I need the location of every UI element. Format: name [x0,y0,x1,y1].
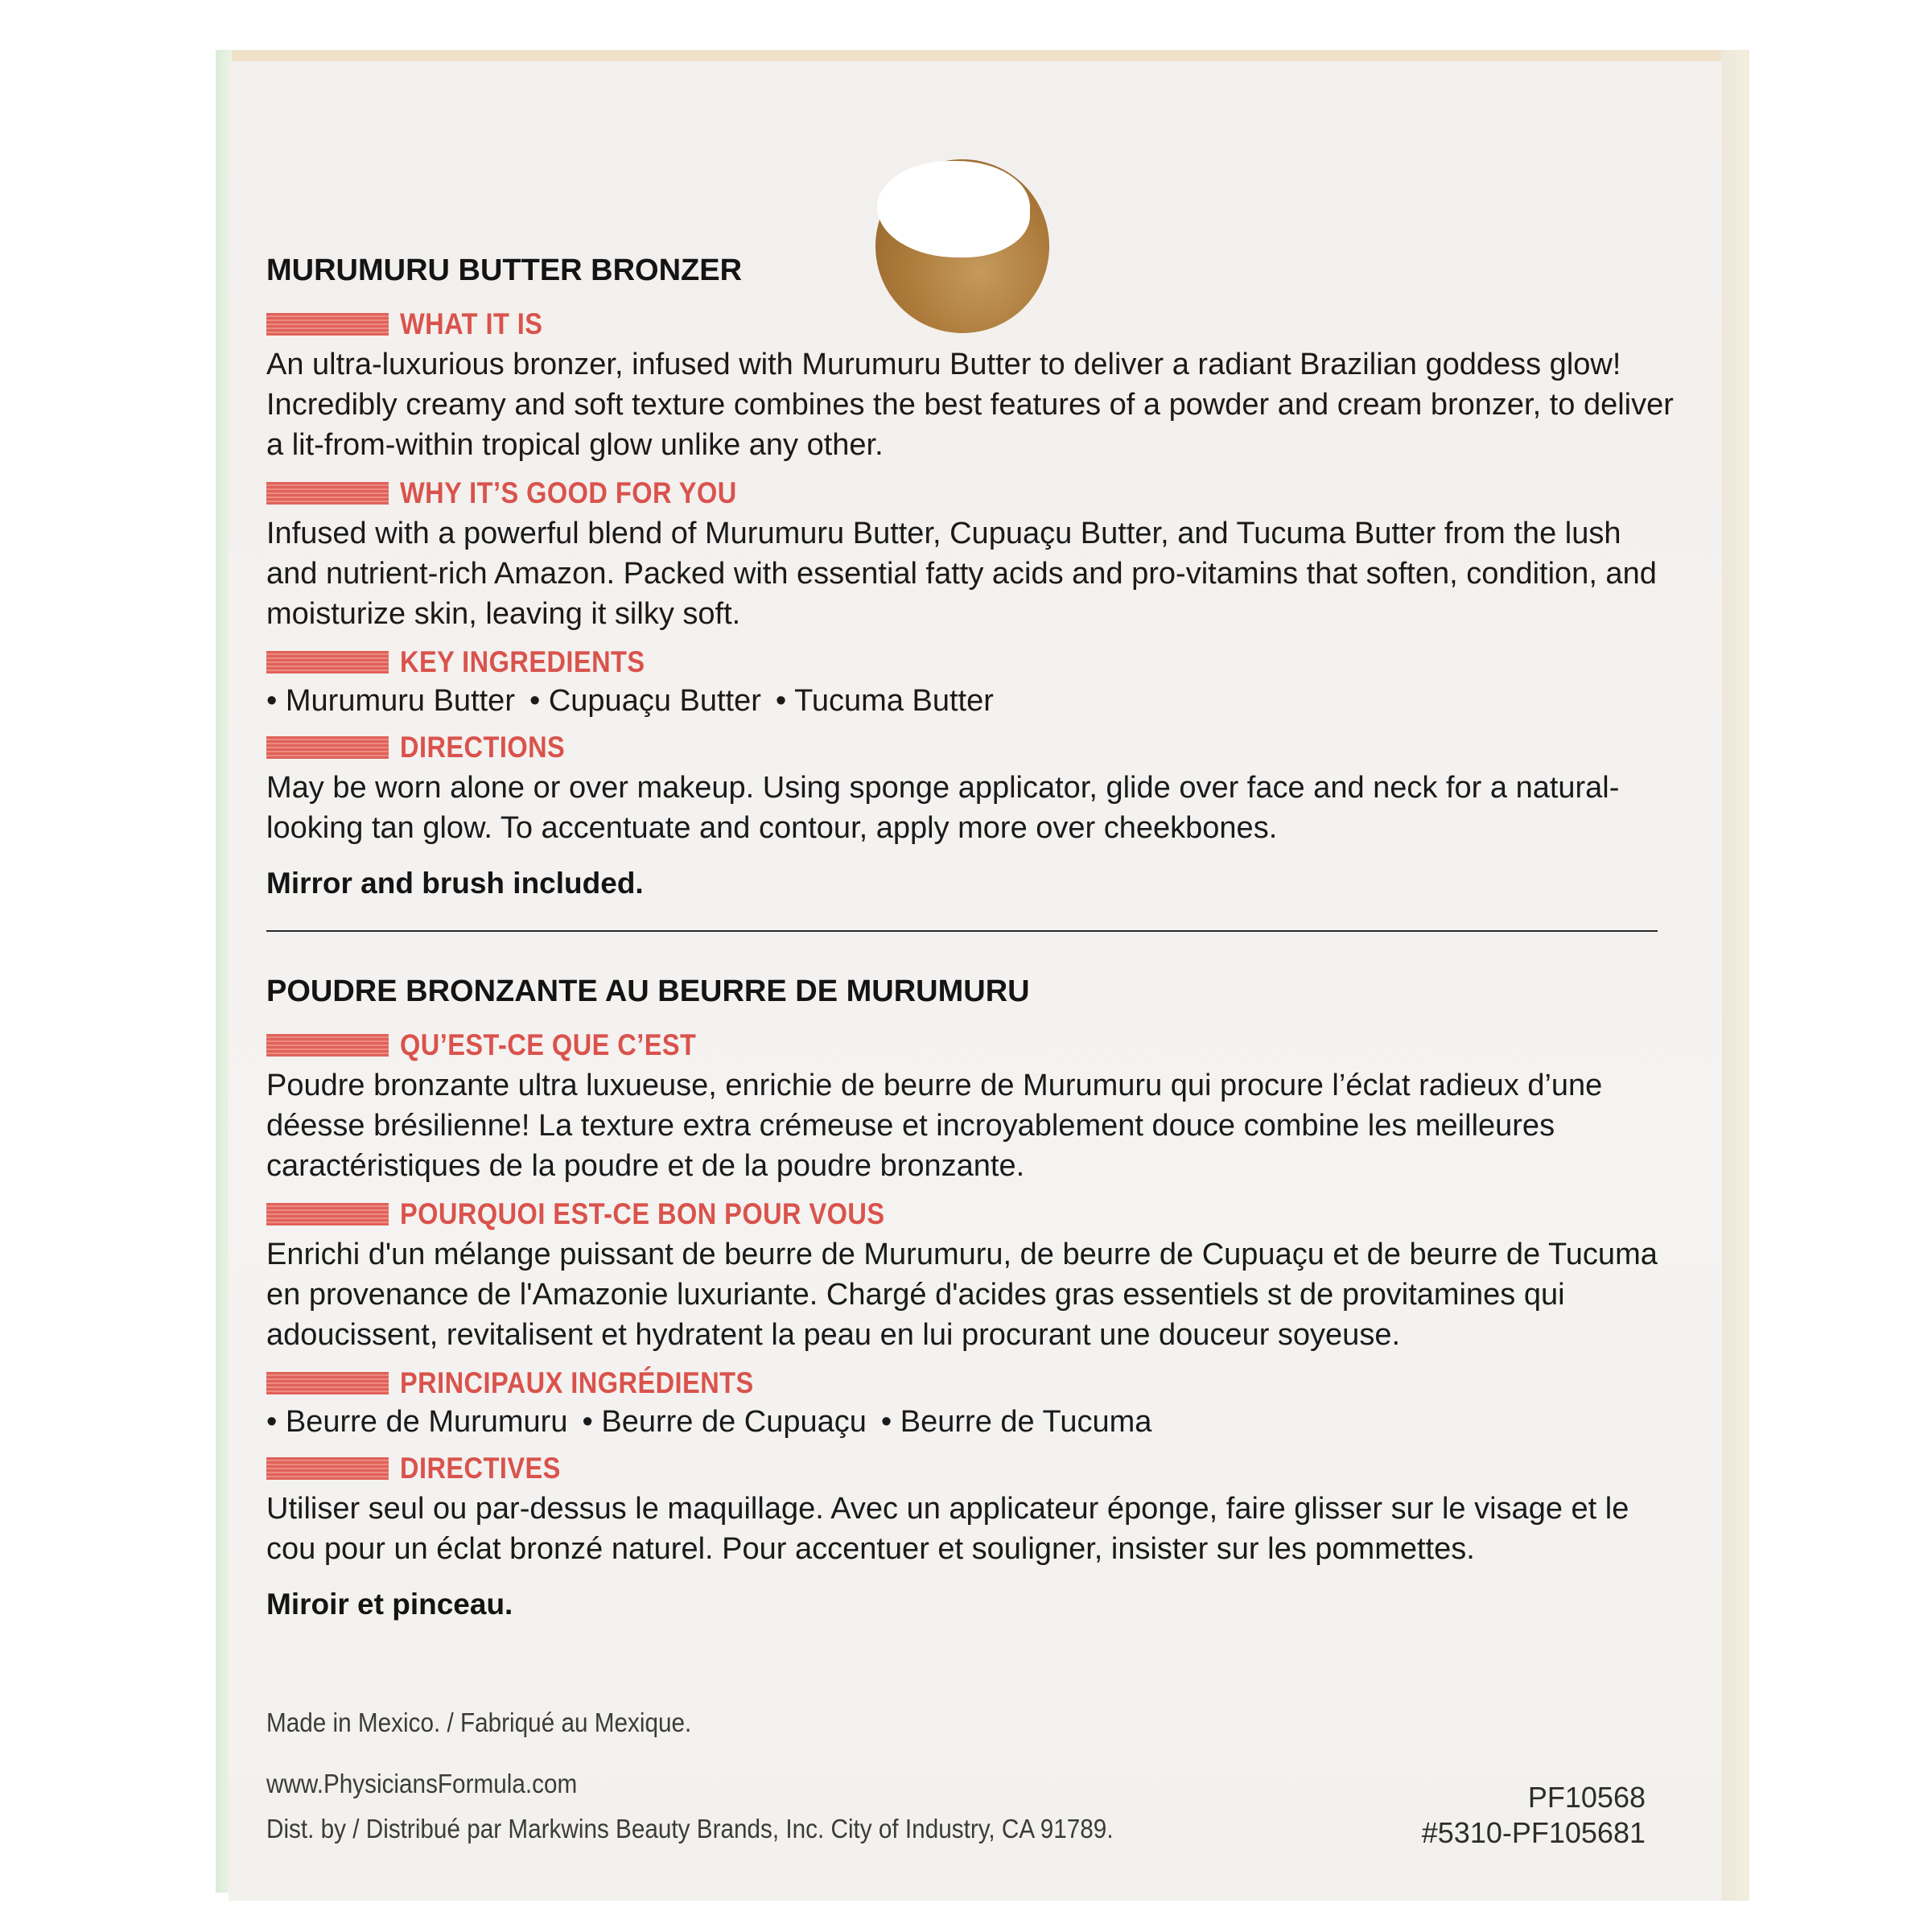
key-ingredients-heading [266,644,1675,681]
sku-code: #5310-PF105681 [1421,1816,1646,1849]
what-it-is-text: An ultra-luxurious bronzer, infused with Murumuru Butter to deliver a radiant Brazilian goddess glow! Incredibly creamy and soft texture combines the best features of a powder and cream bronzer, to deliver a lit-from-within tropical glow unlike any other. [266,348,1674,462]
why-good-heading [266,475,1675,512]
made-in-text: Made in Mexico. / Fabriqué au Mexique. [266,1707,692,1737]
quest-ce-heading [266,1027,1675,1064]
heading-bar [266,313,389,336]
heading-label: QU’EST-CE QUE C’EST [400,1028,697,1061]
distributor-text: Dist. by / Distribué par Markwins Beauty Brands, Inc. City of Industry, CA 91789. [266,1814,1114,1843]
ingredient-item: • Beurre de Cupuaçu [582,1402,866,1442]
included-note: Mirror and brush included. [266,867,644,900]
product-code: PF10568 [1527,1781,1646,1814]
what-it-is-heading [266,306,1675,343]
heading-bar [266,482,389,505]
heading-label: DIRECTIONS [400,731,566,764]
ingredient-item: • Tucuma Butter [776,681,994,721]
heading-label: POURQUOI EST-CE BON POUR VOUS [400,1197,885,1230]
english-section [266,251,1675,903]
why-good-text: Infused with a powerful blend of Murumuru Butter, Cupuaçu Butter, and Tucuma Butter from the lush and nutrient-rich Amazon. Packed with essential fatty acids and pro-vitamins that soften, condition, and moisturize skin, leaving it silky soft. [266,517,1657,631]
heading-label: WHY IT’S GOOD FOR YOU [400,476,737,509]
ingredient-item: • Cupuaçu Butter [529,681,761,721]
website-text: www.PhysiciansFormula.com [266,1769,578,1798]
heading-bar [266,1457,389,1480]
ingredient-item: • Murumuru Butter [266,681,515,721]
heading-bar [266,651,389,674]
ingredient-item: • Beurre de Murumuru [266,1402,567,1442]
pourquoi-heading [266,1196,1675,1233]
ingredient-list [266,681,1675,721]
directives-text: Utiliser seul ou par-dessus le maquillage. Avec un applicateur éponge, faire glisser sur le visage et le cou pour un éclat bronzé naturel. Pour accentuer et souligner, insister sur les pommettes. [266,1492,1629,1566]
pourquoi-text: Enrichi d'un mélange puissant de beurre de Murumuru, de beurre de Cupuaçu et de beurre de Tucuma en provenance de l'Amazonie luxuriante. Chargé d'acides gras essentiels st de provitamines qui adoucissent, revitalisent et hydratent la peau en lui procurant une douceur soyeuse. [266,1238,1658,1352]
heading-bar [266,1034,389,1057]
directions-text: May be worn alone or over makeup. Using sponge applicator, glide over face and neck for a natural-looking tan glow. To accentuate and contour, apply more over cheekbones. [266,771,1620,845]
heading-label: WHAT IT IS [400,307,543,340]
heading-bar [266,736,389,759]
box-right-edge [1720,50,1749,1901]
english-title: MURUMURU BUTTER BRONZER [266,253,743,287]
principaux-heading [266,1365,1675,1402]
heading-bar [266,1372,389,1394]
ingredient-item: • Beurre de Tucuma [881,1402,1151,1442]
directives-heading [266,1450,1675,1487]
quest-ce-text: Poudre bronzante ultra luxueuse, enrichie de beurre de Murumuru qui procure l’éclat radieux d’une déesse brésilienne! La texture extra crémeuse et incroyablement douce combine les meilleures caractéristiques de la poudre et de la poudre bronzante. [266,1069,1603,1183]
french-section [266,972,1675,1624]
included-note: Miroir et pinceau. [266,1588,513,1621]
heading-label: PRINCIPAUX INGRÉDIENTS [400,1366,754,1399]
french-title: POUDRE BRONZANTE AU BEURRE DE MURUMURU [266,974,1030,1008]
heading-label: DIRECTIVES [400,1452,561,1485]
heading-label: KEY INGREDIENTS [400,645,645,678]
section-divider [266,930,1658,932]
ingredient-list [266,1402,1675,1442]
directions-heading [266,729,1675,766]
heading-bar [266,1203,389,1226]
